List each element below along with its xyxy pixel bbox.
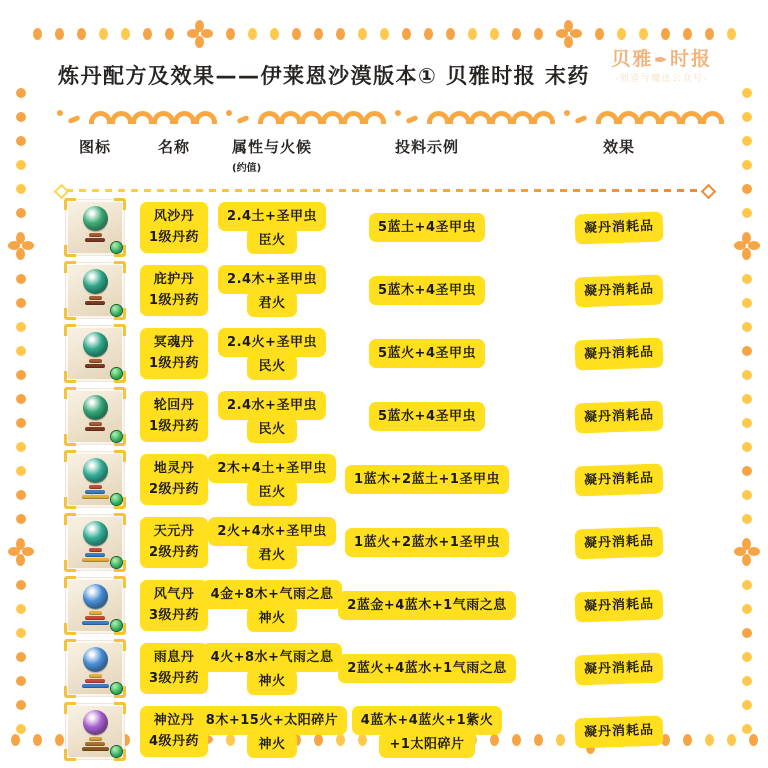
corner-bracket-icon	[64, 702, 76, 714]
publication-logo	[611, 48, 712, 85]
corner-bracket-icon	[64, 245, 76, 257]
scallop-arc	[701, 111, 724, 124]
scallop-arc	[490, 111, 513, 124]
dot-ornament	[16, 88, 26, 98]
fire-level-badge: 君火	[247, 291, 296, 317]
logo-name	[611, 48, 712, 72]
pill-orb-icon	[83, 584, 108, 609]
attribute-badge: 2火+4水+圣甲虫	[208, 517, 335, 547]
pill-item-icon	[66, 452, 124, 507]
attribute-badge: 4火+8水+气雨之息	[202, 643, 343, 673]
pill-grade: 4级丹药	[148, 733, 200, 749]
dot-ornament	[33, 28, 42, 40]
pill-name: 风气丹	[153, 586, 195, 602]
pill-grade: 3级丹药	[148, 607, 200, 623]
pill-grade: 1级丹药	[148, 355, 200, 371]
attribute-badge: 2.4火+圣甲虫	[218, 328, 326, 358]
attribute-badge: 2.4土+圣甲虫	[218, 202, 326, 232]
fire-level-badge: 民火	[247, 354, 296, 380]
pill-name: 天元丹	[153, 523, 195, 539]
header-icon: 图标	[78, 138, 111, 156]
pill-name: 庇护丹	[153, 271, 195, 287]
dot-ornament	[661, 28, 670, 40]
fire-level-badge: 神火	[247, 669, 296, 695]
dot-ornament	[16, 676, 26, 686]
pill-item-icon	[66, 263, 124, 318]
sparkle-separator-icon	[395, 110, 418, 122]
gem-badge-icon	[111, 746, 122, 757]
dot-ornament	[742, 370, 752, 380]
corner-bracket-icon	[64, 623, 76, 635]
flower-ornament-icon	[8, 232, 34, 260]
dot-ornament	[11, 734, 20, 746]
dot-ornament	[121, 28, 130, 40]
dot-ornament	[292, 28, 301, 40]
dot-ornament	[742, 298, 752, 308]
scallop-arc	[469, 111, 492, 124]
flower-ornament-icon	[8, 538, 34, 566]
dot-ornament	[742, 418, 752, 428]
pill-item-icon	[66, 515, 124, 570]
dot-ornament	[16, 490, 26, 500]
scallop-arc	[532, 111, 555, 124]
dot-ornament	[424, 28, 433, 40]
dot-ornament	[742, 514, 752, 524]
dot-ornament	[16, 298, 26, 308]
corner-bracket-icon	[64, 434, 76, 446]
pill-name: 神泣丹	[153, 712, 195, 728]
decor-border-left	[8, 100, 34, 722]
dot-ornament	[33, 734, 42, 746]
example-badge: 1蓝木+2蓝土+1圣甲虫	[345, 465, 509, 495]
scallop-divider	[58, 107, 712, 124]
sparkle-separator-icon	[57, 110, 80, 122]
dot-ornament	[16, 580, 26, 590]
table-row	[58, 511, 712, 574]
pill-name-badge	[140, 328, 208, 380]
corner-bracket-icon	[114, 450, 126, 462]
dot-ornament	[742, 580, 752, 590]
effect-badge: 凝丹消耗品	[574, 211, 663, 244]
corner-bracket-icon	[64, 450, 76, 462]
header-name: 名称	[157, 138, 190, 156]
effect-badge: 凝丹消耗品	[574, 715, 663, 748]
dot-ornament	[727, 28, 736, 40]
corner-bracket-icon	[64, 261, 76, 273]
gem-badge-icon	[111, 494, 122, 505]
dot-ornament	[742, 604, 752, 614]
dot-ornament	[16, 274, 26, 284]
dot-ornament	[99, 28, 108, 40]
dot-ornament	[749, 734, 758, 746]
corner-bracket-icon	[114, 324, 126, 336]
scallop-arc	[89, 111, 112, 124]
gem-badge-icon	[111, 368, 122, 379]
table-row	[58, 448, 712, 511]
dot-ornament	[742, 394, 752, 404]
sparkle-separator-icon	[564, 110, 587, 122]
dot-ornament	[742, 88, 752, 98]
dot-ornament	[617, 28, 626, 40]
table-row	[58, 637, 712, 700]
pill-orb-icon	[83, 332, 108, 357]
dot-ornament	[742, 160, 752, 170]
pill-grade: 3级丹药	[148, 670, 200, 686]
dot-ornament	[16, 184, 26, 194]
pill-orb-icon	[83, 710, 108, 735]
pill-stand	[66, 295, 124, 305]
corner-bracket-icon	[64, 560, 76, 572]
gem-badge-icon	[111, 683, 122, 694]
dot-ornament	[165, 28, 174, 40]
dot-ornament	[742, 628, 752, 638]
dot-ornament	[683, 28, 692, 40]
dot-ornament	[468, 28, 477, 40]
decor-border-right	[734, 100, 760, 722]
dot-ornament	[402, 28, 411, 40]
table-row	[58, 196, 712, 259]
page-title: 炼丹配方及效果——伊莱恩沙漠版本① 贝雅时报 末药	[58, 64, 590, 88]
scallop-arc	[300, 111, 323, 124]
pill-item-icon	[66, 578, 124, 633]
pill-name: 冥魂丹	[153, 334, 195, 350]
pill-item-icon	[66, 704, 124, 759]
pill-orb-icon	[83, 521, 108, 546]
attribute-badge: 2.4木+圣甲虫	[218, 265, 326, 295]
scallop-arc	[638, 111, 661, 124]
dashed-divider	[58, 186, 712, 196]
dot-ornament	[534, 28, 543, 40]
dot-ornament	[742, 346, 752, 356]
scallop-arc	[596, 111, 619, 124]
dot-ornament	[16, 208, 26, 218]
pill-name: 雨息丹	[153, 649, 195, 665]
example-badge: 5蓝水+4圣甲虫	[369, 402, 485, 432]
dot-ornament	[16, 700, 26, 710]
pill-stand	[66, 232, 124, 242]
decor-border-top	[55, 20, 713, 48]
pill-name-badge	[140, 265, 208, 317]
dot-ornament	[16, 136, 26, 146]
dot-ornament	[16, 442, 26, 452]
gem-badge-icon	[111, 242, 122, 253]
example-badge: 4蓝木+4蓝火+1紫火	[352, 706, 502, 736]
effect-badge: 凝丹消耗品	[574, 337, 663, 370]
logo-name-right: 时报	[669, 48, 712, 70]
dot-ornament	[16, 514, 26, 524]
example-badge: 1蓝火+2蓝水+1圣甲虫	[345, 528, 509, 558]
dot-ornament	[16, 112, 26, 122]
pill-name: 地灵丹	[153, 460, 195, 476]
corner-bracket-icon	[64, 639, 76, 651]
logo-subtitle: -创造与魔法公众号-	[614, 73, 709, 84]
corner-bracket-icon	[114, 576, 126, 588]
flower-ornament-icon	[734, 538, 760, 566]
pill-name-badge	[140, 580, 208, 632]
table-body	[58, 196, 712, 763]
pill-name: 风沙丹	[153, 208, 195, 224]
scallop-arc	[511, 111, 534, 124]
gem-badge-icon	[111, 620, 122, 631]
example-badge: 2蓝火+4蓝水+1气雨之息	[338, 654, 515, 684]
dot-ornament	[705, 28, 714, 40]
dot-ornament	[742, 700, 752, 710]
pill-name-badge	[140, 643, 208, 695]
pill-grade: 1级丹药	[148, 292, 200, 308]
fire-level-badge: 君火	[247, 543, 296, 569]
scallop-arc	[617, 111, 640, 124]
pill-item-icon	[66, 641, 124, 696]
flower-ornament-icon	[734, 232, 760, 260]
header-attributes-label: 属性与火候	[232, 138, 313, 156]
corner-bracket-icon	[64, 497, 76, 509]
logo-name-left: 贝雅	[611, 48, 654, 70]
pill-orb-icon	[83, 269, 108, 294]
pill-name-badge	[140, 517, 208, 569]
flower-ornament-icon	[556, 20, 582, 48]
effect-badge: 凝丹消耗品	[574, 589, 663, 622]
pill-stand	[66, 358, 124, 368]
fire-level-badge: 臣火	[247, 480, 296, 506]
header-attributes-note: (约值)	[232, 163, 262, 174]
dot-ornament	[742, 112, 752, 122]
example-badge: 5蓝火+4圣甲虫	[369, 339, 485, 369]
scallop-arc	[258, 111, 281, 124]
attribute-badge: 2木+4土+圣甲虫	[208, 454, 335, 484]
scallop-arc	[342, 111, 365, 124]
pill-orb-icon	[83, 458, 108, 483]
header-example: 投料示例	[394, 138, 459, 156]
effect-badge: 凝丹消耗品	[574, 400, 663, 433]
scallop-arc	[279, 111, 302, 124]
gem-badge-icon	[111, 557, 122, 568]
attribute-badge: 2.4水+圣甲虫	[218, 391, 326, 421]
dot-ornament	[55, 28, 64, 40]
dot-ornament	[595, 28, 604, 40]
corner-bracket-icon	[64, 686, 76, 698]
scallop-arc	[152, 111, 175, 124]
pill-name-badge	[140, 454, 208, 506]
dot-ornament	[16, 160, 26, 170]
corner-bracket-icon	[64, 308, 76, 320]
pill-orb-icon	[83, 647, 108, 672]
example-badge: 5蓝土+4圣甲虫	[369, 213, 485, 243]
dot-ornament	[512, 28, 521, 40]
dot-ornament	[16, 418, 26, 428]
table-row	[58, 574, 712, 637]
corner-bracket-icon	[64, 576, 76, 588]
corner-bracket-icon	[64, 749, 76, 761]
pill-orb-icon	[83, 395, 108, 420]
corner-bracket-icon	[114, 513, 126, 525]
pill-item-icon	[66, 200, 124, 255]
fire-level-badge: 神火	[247, 732, 296, 758]
dot-ornament	[270, 28, 279, 40]
dot-ornament	[77, 28, 86, 40]
dot-ornament	[742, 490, 752, 500]
header-effect: 效果	[602, 138, 635, 156]
pill-orb-icon	[83, 206, 108, 231]
dot-ornament	[16, 604, 26, 614]
pill-name-badge	[140, 391, 208, 443]
pill-grade: 1级丹药	[148, 229, 200, 245]
dot-ornament	[742, 676, 752, 686]
scallop-arc	[680, 111, 703, 124]
scallop-arc	[194, 111, 217, 124]
dot-ornament	[446, 28, 455, 40]
scallop-arc	[173, 111, 196, 124]
effect-badge: 凝丹消耗品	[574, 652, 663, 685]
dot-ornament	[490, 28, 499, 40]
scallop-arc	[131, 111, 154, 124]
dot-ornament	[16, 724, 26, 734]
dot-ornament	[742, 442, 752, 452]
fire-level-badge: 神火	[247, 606, 296, 632]
table-row	[58, 259, 712, 322]
pill-name: 轮回丹	[153, 397, 195, 413]
sparkle-separator-icon	[226, 110, 249, 122]
dot-ornament	[16, 394, 26, 404]
dot-ornament	[16, 370, 26, 380]
dot-ornament	[143, 28, 152, 40]
dot-ornament	[742, 136, 752, 146]
fire-level-badge: 民火	[247, 417, 296, 443]
pen-icon: ✒	[654, 51, 669, 69]
corner-bracket-icon	[64, 387, 76, 399]
table-row	[58, 322, 712, 385]
scallop-arc	[321, 111, 344, 124]
corner-bracket-icon	[114, 387, 126, 399]
content-area	[58, 46, 712, 763]
pill-grade: 2级丹药	[148, 544, 200, 560]
scallop-arc	[363, 111, 386, 124]
dot-ornament	[16, 652, 26, 662]
effect-badge: 凝丹消耗品	[574, 463, 663, 496]
dot-ornament	[336, 28, 345, 40]
fire-level-badge: 臣火	[247, 228, 296, 254]
table-row	[58, 385, 712, 448]
dot-ornament	[742, 208, 752, 218]
flower-ornament-icon	[187, 20, 213, 48]
scallop-arc	[448, 111, 471, 124]
dot-ornament	[742, 322, 752, 332]
example-badge-line2: +1太阳碎片	[379, 732, 476, 758]
attribute-badge: 4金+8木+气雨之息	[202, 580, 343, 610]
dot-ornament	[742, 184, 752, 194]
pill-item-icon	[66, 389, 124, 444]
table-header-row	[58, 136, 712, 174]
corner-bracket-icon	[64, 371, 76, 383]
corner-bracket-icon	[114, 261, 126, 273]
attribute-badge: 8木+15火+太阳碎片	[197, 706, 347, 736]
dot-ornament	[380, 28, 389, 40]
example-badge: 2蓝金+4蓝木+1气雨之息	[338, 591, 515, 621]
effect-badge: 凝丹消耗品	[574, 274, 663, 307]
pill-item-icon	[66, 326, 124, 381]
corner-bracket-icon	[114, 639, 126, 651]
dot-ornament	[742, 274, 752, 284]
pill-grade: 2级丹药	[148, 481, 200, 497]
dot-ornament	[16, 628, 26, 638]
pill-grade: 1级丹药	[148, 418, 200, 434]
dot-ornament	[742, 466, 752, 476]
dot-ornament	[742, 724, 752, 734]
corner-bracket-icon	[114, 198, 126, 210]
dot-ornament	[358, 28, 367, 40]
gem-badge-icon	[111, 305, 122, 316]
title-row	[58, 46, 712, 90]
dot-ornament	[226, 28, 235, 40]
scallop-arc	[110, 111, 133, 124]
corner-bracket-icon	[64, 513, 76, 525]
corner-bracket-icon	[64, 324, 76, 336]
header-attributes	[216, 136, 328, 174]
corner-bracket-icon	[114, 702, 126, 714]
pill-stand	[66, 421, 124, 431]
dot-ornament	[314, 28, 323, 40]
dot-ornament	[248, 28, 257, 40]
gem-badge-icon	[111, 431, 122, 442]
dot-ornament	[742, 652, 752, 662]
corner-bracket-icon	[64, 198, 76, 210]
effect-badge: 凝丹消耗品	[574, 526, 663, 559]
dot-ornament	[639, 28, 648, 40]
scallop-arc	[659, 111, 682, 124]
example-badge: 5蓝木+4圣甲虫	[369, 276, 485, 306]
dot-ornament	[16, 466, 26, 476]
dot-ornament	[16, 322, 26, 332]
dot-ornament	[16, 346, 26, 356]
pill-name-badge	[140, 202, 208, 254]
table-row	[58, 700, 712, 763]
dot-ornament	[727, 734, 736, 746]
scallop-arc	[427, 111, 450, 124]
